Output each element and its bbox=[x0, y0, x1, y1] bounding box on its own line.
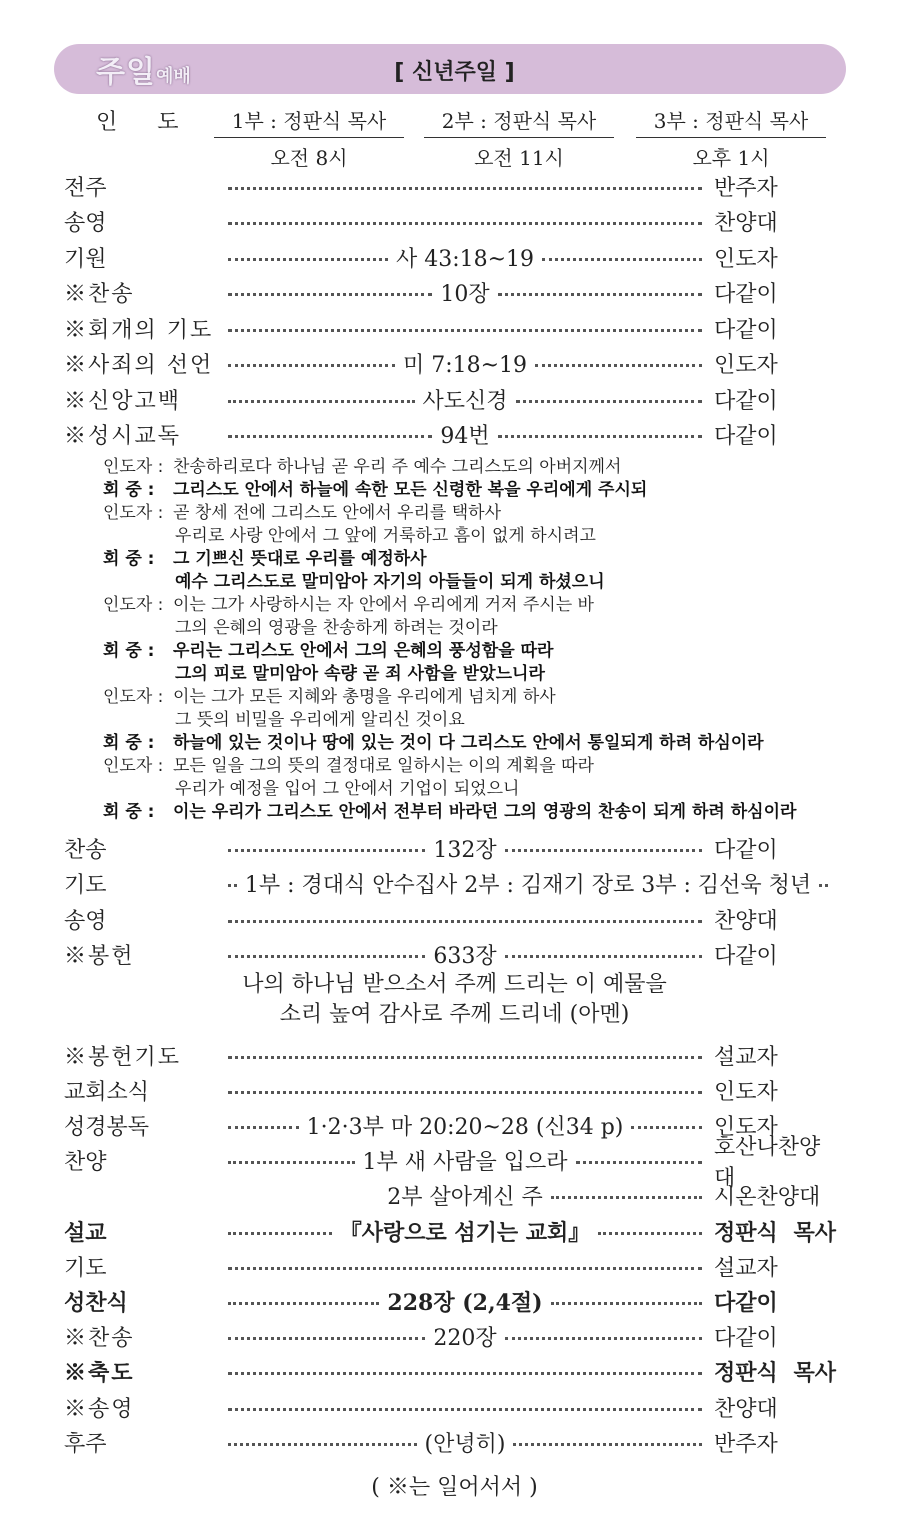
dot-leader-right bbox=[551, 1196, 702, 1199]
dot-leader bbox=[228, 920, 702, 923]
order-right: 반주자 bbox=[714, 175, 778, 201]
reading-speaker: 인도자 : bbox=[103, 687, 164, 707]
order-row bbox=[64, 1283, 854, 1319]
order-leader-dots bbox=[228, 1145, 702, 1176]
order-leader-dots bbox=[228, 939, 702, 970]
order-leader-dots bbox=[228, 1368, 702, 1375]
reading-line bbox=[103, 548, 843, 571]
order-right: 찬양대 bbox=[714, 908, 778, 934]
dot-leader-right bbox=[535, 364, 702, 367]
reading-speaker: 회 중 : bbox=[103, 641, 155, 661]
order-center: 220장 bbox=[433, 1326, 497, 1352]
order-row bbox=[64, 901, 854, 937]
order-label: ※성시교독 bbox=[64, 424, 182, 449]
order-center: 1·2·3부 마 20:20~28 (신34 p) bbox=[306, 1114, 624, 1140]
order-center: 사도신경 bbox=[422, 388, 508, 414]
service-1 bbox=[214, 105, 404, 171]
dot-leader-right bbox=[819, 884, 828, 887]
order-row bbox=[64, 204, 854, 240]
order-center: (안녕히) bbox=[424, 1431, 506, 1457]
dot-leader bbox=[228, 187, 702, 190]
dot-leader-left bbox=[228, 955, 425, 958]
order-center: 1부 : 경대식 안수집사 2부 : 김재기 장로 3부 : 김선욱 청년 bbox=[244, 873, 812, 898]
order-label: 설교 bbox=[64, 1219, 107, 1246]
order-leader-dots bbox=[228, 242, 702, 273]
reading-speaker: 회 중 : bbox=[103, 802, 155, 822]
order-right: 시온찬양대 bbox=[714, 1185, 821, 1211]
order-right: 찬양대 bbox=[714, 1396, 778, 1422]
order-leader-dots bbox=[228, 1087, 702, 1094]
reading-text: 찬송하리로다 하나님 곧 우리 주 예수 그리스도의 아버지께서 bbox=[173, 457, 622, 477]
reading-text: 예수 그리스도로 말미암아 자기의 아들들이 되게 하셨으니 bbox=[175, 572, 605, 592]
dot-leader-left bbox=[228, 1302, 379, 1305]
order-label: 전주 bbox=[64, 175, 107, 201]
reading-line bbox=[103, 732, 843, 755]
dot-leader bbox=[228, 222, 702, 225]
dot-leader-left bbox=[228, 293, 432, 296]
order-right: 인도자 bbox=[714, 1079, 778, 1105]
order-label: ※축도 bbox=[64, 1360, 135, 1387]
order-row bbox=[64, 381, 854, 417]
order-right: 다같이 bbox=[714, 388, 778, 414]
order-right: 설교자 bbox=[714, 1044, 778, 1070]
order-row bbox=[64, 1248, 854, 1284]
order-row bbox=[64, 1178, 854, 1214]
reading-text: 그리스도 안에서 하늘에 속한 모든 신령한 복을 우리에게 주시되 bbox=[173, 480, 648, 500]
order-center: 633장 bbox=[433, 944, 497, 969]
dot-leader-left bbox=[228, 1443, 417, 1446]
order-row bbox=[64, 1134, 854, 1191]
order-leader-dots bbox=[228, 1180, 702, 1211]
order-leader-dots bbox=[228, 1263, 702, 1270]
order-row bbox=[64, 417, 854, 453]
reading-line bbox=[103, 571, 843, 594]
dot-leader-left bbox=[228, 1337, 425, 1340]
order-label: 기원 bbox=[64, 246, 107, 272]
footnote: ( ※는 일어서서 ) bbox=[371, 1475, 538, 1500]
reading-line bbox=[103, 663, 843, 686]
order-label: ※찬송 bbox=[64, 1326, 135, 1352]
dot-leader bbox=[228, 1091, 702, 1094]
reading-line bbox=[103, 709, 843, 732]
reading-text: 이는 우리가 그리스도 안에서 전부터 바라던 그의 영광의 찬송이 되게 하려 하심이라 bbox=[173, 802, 797, 822]
reading-text: 모든 일을 그의 뜻의 결정대로 일하시는 이의 계획을 따라 bbox=[173, 756, 594, 776]
order-leader-dots bbox=[228, 1286, 702, 1317]
service-1-name: 1부 : 정판식 목사 bbox=[214, 105, 404, 138]
order-right: 인도자 bbox=[714, 1114, 778, 1140]
reading-text: 그 뜻의 비밀을 우리에게 알리신 것이요 bbox=[175, 710, 465, 730]
dot-leader-right bbox=[505, 849, 702, 852]
order-leader-dots bbox=[228, 868, 828, 899]
reading-line bbox=[103, 525, 843, 548]
order-row bbox=[64, 1319, 854, 1355]
order-right: 다같이 bbox=[714, 837, 778, 863]
order-leader-dots bbox=[228, 1427, 702, 1458]
service-3-time: 오후 1시 bbox=[692, 146, 770, 170]
order-leader-dots bbox=[228, 916, 702, 923]
reading-text: 곧 창세 전에 그리스도 안에서 우리를 택하사 bbox=[173, 503, 502, 523]
order-label: 송영 bbox=[64, 908, 107, 934]
dot-leader-right bbox=[576, 1161, 703, 1164]
dot-leader-left bbox=[228, 258, 388, 261]
dot-leader-left bbox=[228, 884, 237, 887]
order-center: 132장 bbox=[433, 837, 497, 863]
order-label: ※사죄의 선언 bbox=[64, 353, 214, 378]
order-leader-dots bbox=[228, 1052, 702, 1059]
dot-leader bbox=[228, 1267, 702, 1270]
service-3 bbox=[636, 105, 826, 171]
order-right: 인도자 bbox=[714, 246, 778, 272]
dot-leader-left bbox=[228, 849, 425, 852]
dot-leader-left bbox=[228, 364, 395, 367]
order-label: ※신앙고백 bbox=[64, 388, 182, 414]
reading-speaker: 회 중 : bbox=[103, 733, 155, 753]
order-leader-dots bbox=[228, 218, 702, 225]
order-leader-dots bbox=[228, 1321, 702, 1352]
dot-leader-left bbox=[228, 400, 415, 403]
service-2-name: 2부 : 정판식 목사 bbox=[424, 105, 614, 138]
dot-leader-right bbox=[598, 1232, 702, 1235]
order-right: 다같이 bbox=[714, 317, 778, 343]
reading-text: 그의 은혜의 영광을 찬송하게 하려는 것이라 bbox=[175, 618, 498, 638]
order-row bbox=[64, 830, 854, 866]
logo-small-text: 예배 bbox=[155, 66, 191, 87]
dot-leader-left bbox=[228, 435, 432, 438]
order-right: 다같이 bbox=[714, 1326, 778, 1352]
order-row bbox=[64, 937, 854, 973]
order-row bbox=[64, 866, 854, 902]
offering-verse-line: 소리 높여 감사로 주께 드리네 (아멘) bbox=[279, 1002, 630, 1027]
order-label: ※봉헌기도 bbox=[64, 1044, 182, 1070]
order-center: 94번 bbox=[440, 424, 490, 449]
order-right: 다같이 bbox=[714, 944, 778, 969]
reading-text: 그의 피로 말미암아 속량 곧 죄 사함을 받았느니라 bbox=[175, 664, 545, 684]
order-label: ※봉헌 bbox=[64, 944, 135, 969]
service-3-name: 3부 : 정판식 목사 bbox=[636, 105, 826, 138]
reading-line bbox=[103, 778, 843, 801]
reading-speaker: 인도자 : bbox=[103, 756, 164, 776]
service-2-time: 오전 11시 bbox=[474, 146, 564, 170]
reading-text: 하늘에 있는 것이나 땅에 있는 것이 다 그리스도 안에서 통일되게 하려 하심이라 bbox=[173, 733, 764, 753]
reading-speaker: 인도자 : bbox=[103, 503, 164, 523]
order-label: 성경봉독 bbox=[64, 1114, 150, 1140]
order-row bbox=[64, 275, 854, 311]
order-row bbox=[64, 239, 854, 275]
order-leader-dots bbox=[228, 348, 702, 379]
order-leader-dots bbox=[228, 419, 702, 450]
dot-leader-right bbox=[516, 400, 703, 403]
dot-leader-left bbox=[228, 1126, 299, 1129]
order-right: 정판식 목사 bbox=[714, 1360, 836, 1387]
order-right: 반주자 bbox=[714, 1431, 778, 1457]
dot-leader bbox=[228, 1408, 702, 1411]
reading-text: 우리는 그리스도 안에서 그의 은혜의 풍성함을 따라 bbox=[173, 641, 554, 661]
reading-text: 그 기쁘신 뜻대로 우리를 예정하사 bbox=[173, 549, 427, 569]
order-row bbox=[64, 310, 854, 346]
order-row bbox=[64, 1037, 854, 1073]
dot-leader-right bbox=[542, 258, 702, 261]
order-leader-dots bbox=[228, 277, 702, 308]
reading-speaker: 회 중 : bbox=[103, 480, 155, 500]
offering-verse bbox=[0, 970, 909, 1030]
dot-leader-right bbox=[498, 435, 702, 438]
order-label: 기도 bbox=[64, 873, 107, 898]
reading-line bbox=[103, 640, 843, 663]
dot-leader bbox=[228, 329, 702, 332]
order-leader-dots bbox=[228, 325, 702, 332]
service-1-time: 오전 8시 bbox=[270, 146, 348, 170]
order-right: 설교자 bbox=[714, 1255, 778, 1281]
responsive-reading bbox=[103, 456, 843, 824]
order-label: 교회소식 bbox=[64, 1079, 150, 1105]
order-right: 다같이 bbox=[714, 424, 778, 449]
order-leader-dots bbox=[228, 384, 702, 415]
reading-line bbox=[103, 686, 843, 709]
order-right: 호산나찬양대 bbox=[714, 1134, 821, 1191]
reading-speaker: 인도자 : bbox=[103, 595, 164, 615]
order-row bbox=[64, 1072, 854, 1108]
dot-leader-right bbox=[631, 1126, 702, 1129]
order-center: 1부 새 사람을 입으라 bbox=[362, 1150, 568, 1176]
order-label: ※찬송 bbox=[64, 282, 135, 307]
reading-line bbox=[103, 502, 843, 525]
reading-text: 이는 그가 모든 지혜와 총명을 우리에게 넘치게 하사 bbox=[173, 687, 556, 707]
order-leader-dots bbox=[228, 833, 702, 864]
order-right: 다같이 bbox=[714, 282, 778, 307]
dot-leader-left bbox=[228, 1161, 355, 1164]
order-row bbox=[64, 1389, 854, 1425]
dot-leader bbox=[228, 1056, 702, 1059]
order-center: 『사랑으로 섬기는 교회』 bbox=[339, 1219, 591, 1246]
reading-line bbox=[103, 755, 843, 778]
dot-leader-right bbox=[505, 1337, 702, 1340]
order-label: 송영 bbox=[64, 211, 107, 236]
order-label: ※회개의 기도 bbox=[64, 317, 214, 343]
page-title: [ 신년주일 ] bbox=[394, 60, 515, 85]
order-label: 기도 bbox=[64, 1255, 107, 1281]
order-label: ※송영 bbox=[64, 1396, 135, 1422]
order-label: 찬양 bbox=[64, 1150, 107, 1176]
reading-line bbox=[103, 456, 843, 479]
order-row bbox=[64, 1424, 854, 1460]
dot-leader-left bbox=[228, 1232, 332, 1235]
order-label: 찬송 bbox=[64, 837, 107, 863]
reading-speaker: 회 중 : bbox=[103, 549, 155, 569]
reading-text: 이는 그가 사랑하시는 자 안에서 우리에게 거저 주시는 바 bbox=[173, 595, 594, 615]
order-center: 2부 살아계신 주 bbox=[387, 1185, 543, 1211]
dot-leader-right bbox=[498, 293, 702, 296]
order-row bbox=[64, 1354, 854, 1390]
reading-line bbox=[103, 594, 843, 617]
order-leader-dots bbox=[228, 183, 702, 190]
reading-text: 우리가 예정을 입어 그 안에서 기업이 되었으니 bbox=[175, 779, 520, 799]
order-leader-dots bbox=[228, 1216, 702, 1247]
reading-line bbox=[103, 617, 843, 640]
order-label: 성찬식 bbox=[64, 1289, 128, 1316]
reading-line bbox=[103, 479, 843, 502]
order-row bbox=[64, 168, 854, 204]
order-row bbox=[64, 1213, 854, 1249]
offering-verse-line: 나의 하나님 받으소서 주께 드리는 이 예물을 bbox=[242, 972, 667, 997]
logo-big-text: 주일 bbox=[96, 55, 156, 90]
service-2 bbox=[424, 105, 614, 171]
dot-leader bbox=[228, 1372, 702, 1375]
order-center: 사 43:18~19 bbox=[395, 246, 535, 272]
order-center: 10장 bbox=[440, 282, 490, 307]
order-center: 228장 (2,4절) bbox=[387, 1289, 543, 1316]
order-right: 다같이 bbox=[714, 1289, 778, 1316]
order-leader-dots bbox=[228, 1404, 702, 1411]
dot-leader-right bbox=[513, 1443, 702, 1446]
order-right: 정판식 목사 bbox=[714, 1219, 836, 1246]
order-right: 인도자 bbox=[714, 353, 778, 378]
dot-leader-right bbox=[551, 1302, 702, 1305]
order-right: 찬양대 bbox=[714, 211, 778, 236]
dot-leader-right bbox=[505, 955, 702, 958]
reading-text: 우리로 사랑 안에서 그 앞에 거룩하고 흠이 없게 하시려고 bbox=[175, 526, 596, 546]
lead-label: 인도 bbox=[96, 110, 219, 135]
order-label: 후주 bbox=[64, 1431, 107, 1457]
order-center: 미 7:18~19 bbox=[402, 353, 528, 378]
order-leader-dots bbox=[228, 1110, 702, 1141]
reading-line bbox=[103, 801, 843, 824]
order-row bbox=[64, 346, 854, 382]
reading-speaker: 인도자 : bbox=[103, 457, 164, 477]
